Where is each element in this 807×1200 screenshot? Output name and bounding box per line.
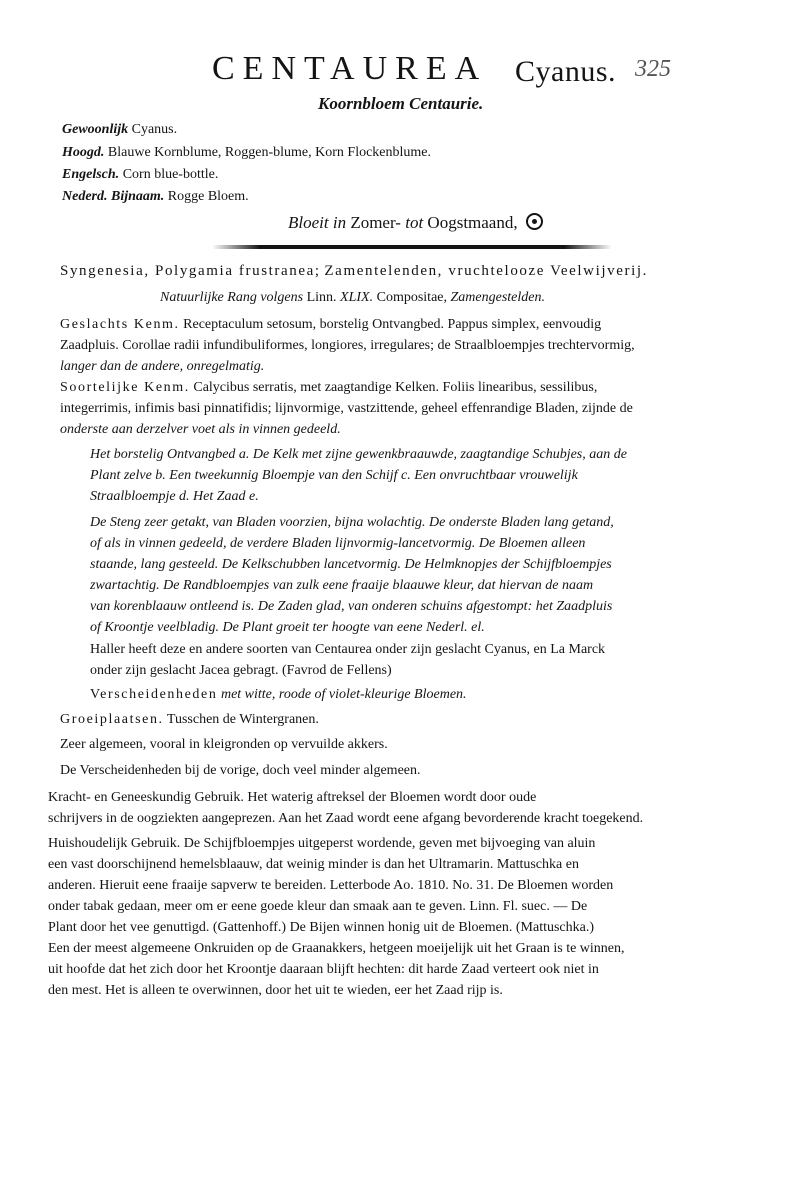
text-line: Receptaculum setosum, borstelig Ontvangbed. Pappus simplex, eenvoudig [183, 317, 602, 332]
text-line: onder tabak gedaan, meer om er eene goede kleur dan smaak aan te geven. Linn. Fl. suec. — De [48, 899, 588, 914]
plant-description [90, 512, 614, 638]
name-label: Hoogd. [62, 145, 105, 160]
bloei-start: Zomer- [350, 213, 401, 232]
text-line: integerrimis, infimis basi pinnatifidis; lijnvormige, vastzittende, geheel effenrandige Bladen, zijnde de [60, 401, 633, 416]
section-heading: Verscheidenheden [90, 687, 218, 702]
text-line: onder zijn geslacht Jacea gebragt. (Favrod de Fellens) [90, 663, 392, 678]
text-line: uit hoofde dat het zich door het Kroontje daaraan blijft hechten: dit harde Zaad verteert ook niet in [48, 962, 599, 977]
bloei-mid: tot [405, 213, 424, 232]
text-line: of Kroontje veelbladig. De Plant groeit ter hoogte van eene Nederl. el. [90, 620, 485, 635]
habitat-note: Zeer algemeen, vooral in kleigronden op vervuilde akkers. [60, 737, 388, 752]
classification [60, 261, 648, 282]
text-line: Zaadpluis. Corollae radii infundibuliformes, longiores, irregulares; de Straalbloempjes trechtervormig, [60, 338, 635, 353]
text-line: De Steng zeer getakt, van Bladen voorzien, bijna wolachtig. De onderste Bladen lang getand, [90, 515, 614, 530]
varieties [90, 684, 467, 705]
rank-family-nl: Zamengestelden. [450, 290, 545, 305]
text-line: onderste aan derzelver voet als in vinnen gedeeld. [60, 422, 341, 437]
rank-family: Compositae, [376, 290, 447, 305]
text-line: Kracht- en Geneeskundig Gebruik. Het waterig aftreksel der Bloemen wordt door oude [48, 790, 537, 805]
annual-symbol-icon [526, 213, 543, 230]
bloei-end: Oogstmaand, [427, 213, 518, 232]
text-line: langer dan de andere, onregelmatig. [60, 359, 265, 374]
name-row [62, 189, 249, 205]
name-label: Gewoonlijk [62, 122, 129, 137]
section-heading: Groeiplaatsen. [60, 712, 164, 727]
section-heading: Geslachts Kenm. [60, 317, 180, 332]
text-line: of als in vinnen gedeeld, de verdere Bladen lijnvormig-lancetvormig. De Bloemen alleen [90, 536, 586, 551]
text-line: Huishoudelijk Gebruik. De Schijfbloempjes uitgeperst wordende, geven met bijvoeging van aluin [48, 836, 596, 851]
linnaean-system: Syngenesia, Polygamia frustranea; [60, 263, 321, 279]
text-line: Calycibus serratis, met zaagtandige Kelken. Foliis linearibus, sessilibus, [193, 380, 598, 395]
text-line: Een der meest algemeene Onkruiden op de Graanakkers, hetgeen moeijelijk uit het Graan is te winnen, [48, 941, 625, 956]
text-line: Tusschen de Wintergranen. [166, 712, 319, 727]
name-row [62, 145, 431, 161]
genus-characters [60, 314, 635, 377]
household-use [48, 833, 625, 1001]
text-line: Haller heeft deze en andere soorten van Centaurea onder zijn geslacht Cyanus, en La Marck [90, 642, 606, 657]
text-line: schrijvers in de oogziekten aangeprezen. Aan het Zaad wordt eene afgang bevorderende kracht toegekend. [48, 811, 644, 826]
species-title: Cyanus. [515, 55, 616, 88]
flowering-period [288, 213, 543, 233]
common-name: Koornbloem Centaurie. [318, 94, 484, 113]
text-line: Straalbloempje d. Het Zaad e. [90, 489, 259, 504]
text-line: Plant door het vee genuttigd. (Gattenhoff.) De Bijen winnen honig uit de Bloemen. (Mattuschka.) [48, 920, 595, 935]
text-line: met witte, roode of violet-kleurige Bloemen. [220, 687, 467, 702]
habitats [60, 709, 319, 730]
name-row [62, 167, 218, 183]
natural-rank [160, 287, 545, 308]
name-value: Blauwe Kornblume, Roggen-blume, Korn Flockenblume. [107, 145, 431, 160]
linnaean-system-nl: Zamentelenden, vruchtelooze Veelwijverij. [324, 263, 648, 279]
text-line: Plant zelve b. Een tweekunnig Bloempje van den Schijf c. Een onvruchtbaar vrouwelijk [90, 468, 578, 483]
text-line: Het borstelig Ontvangbed a. De Kelk met zijne gewenkbraauwde, zaagtandige Schubjes, aan de [90, 447, 627, 462]
text-line: anderen. Hieruit eene fraaije sapverw te bereiden. Letterbode Ao. 1810. No. 31. De Bloemen worden [48, 878, 614, 893]
page-number: 325 [635, 56, 671, 82]
text-line: een vast doorschijnend hemelsblaauw, dat weinig minder is dan het Ultramarin. Mattuschka en [48, 857, 579, 872]
figure-legend [90, 444, 627, 507]
text-line: den mest. Het is alleen te overwinnen, door het uit te wieden, eer het Zaad rijp is. [48, 983, 503, 998]
bloei-prefix: Bloeit in [288, 213, 347, 232]
medicinal-use [48, 787, 643, 829]
rank-linn: Linn. [306, 290, 337, 305]
name-value: Corn blue-bottle. [122, 167, 219, 182]
text-line: zwartachtig. De Randbloempjes van zulk eene fraaije blaauwe kleur, dat hiervan de naam [90, 578, 594, 593]
name-value: Rogge Bloem. [167, 189, 249, 204]
rank-intro: Natuurlijke Rang volgens [160, 290, 304, 305]
species-characters [60, 377, 633, 440]
name-row [62, 122, 177, 138]
genus-title: CENTAUREA [212, 50, 488, 87]
text-line: staande, lang gesteeld. De Kelkschubben lancetvormig. De Helmknopjes der Schijfbloempjes [90, 557, 612, 572]
divider-rule [212, 245, 612, 249]
text-line: van korenblaauw ontleend is. De Zaden glad, van onderen schuins afgestompt: het Zaadpluis [90, 599, 613, 614]
haller-note [90, 639, 605, 681]
section-heading: Soortelijke Kenm. [60, 380, 190, 395]
name-label: Nederd. Bijnaam. [62, 189, 165, 204]
rank-num: XLIX. [340, 290, 374, 305]
name-value: Cyanus. [131, 122, 178, 137]
name-label: Engelsch. [62, 167, 120, 182]
varieties-habitat-note: De Verscheidenheden bij de vorige, doch veel minder algemeen. [60, 763, 421, 778]
